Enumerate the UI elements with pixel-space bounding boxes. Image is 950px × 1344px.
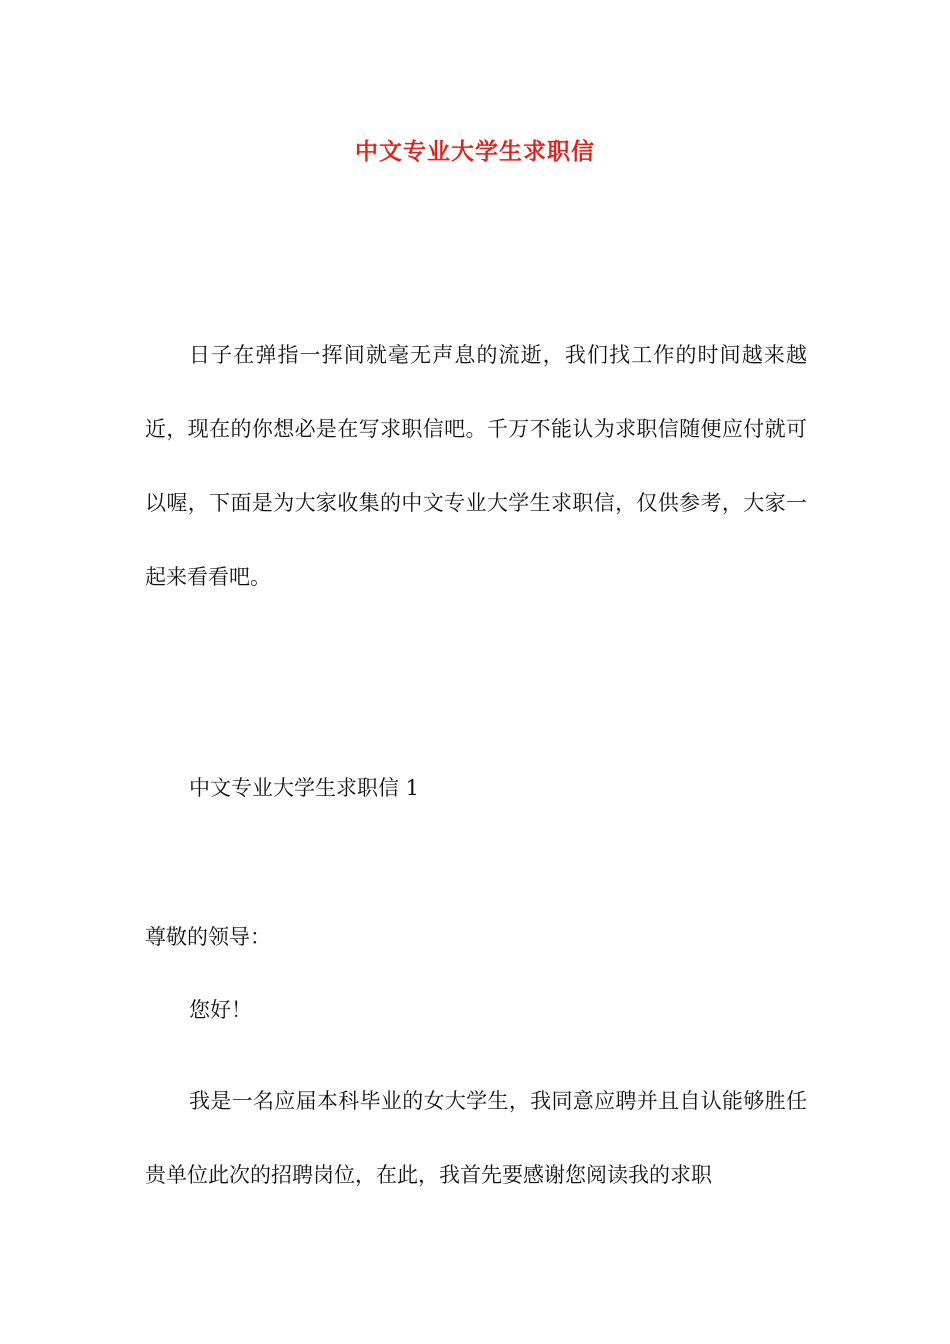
body-paragraph: 我是一名应届本科毕业的女大学生，我同意应聘并且自认能够胜任贵单位此次的招聘岗位，在此，我首先要感谢您阅读我的求职: [145, 1089, 807, 1187]
intro-paragraph: 日子在弹指一挥间就毫无声息的流逝，我们找工作的时间越来越近，现在的你想必是在写求职信吧。千万不能认为求职信随便应付就可以喔，下面是为大家收集的中文专业大学生求职信，仅供参考，大家一起来看看吧。: [145, 343, 807, 589]
greeting: 您好！: [189, 998, 252, 1022]
document-title: 中文专业大学生求职信: [355, 138, 595, 165]
salutation: 尊敬的领导：: [145, 925, 271, 949]
section-heading: 中文专业大学生求职信 1: [189, 776, 420, 800]
